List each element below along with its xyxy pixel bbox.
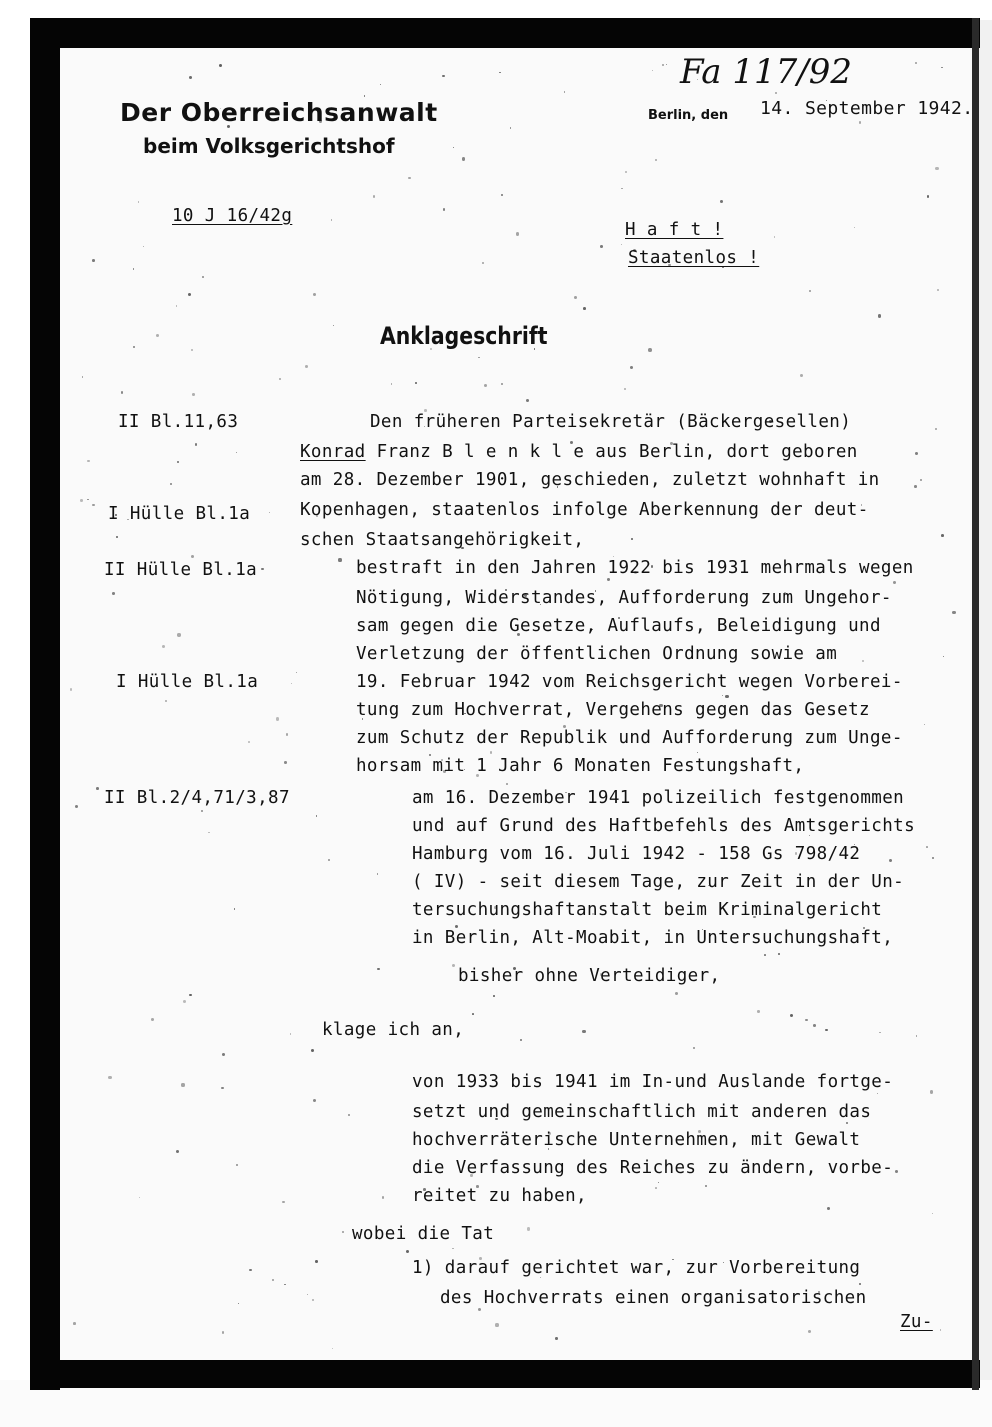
scan-speck xyxy=(813,1024,816,1027)
scan-speck xyxy=(202,276,204,278)
accusation-phrase: klage ich an, xyxy=(322,1020,465,1040)
photocopy-edge-top xyxy=(30,18,980,48)
scan-speck xyxy=(279,378,281,380)
scan-speck xyxy=(222,1331,224,1333)
record-line: sam gegen die Gesetze, Auflaufs, Beleidigung und xyxy=(356,616,881,636)
page-continuation: Zu- xyxy=(900,1312,933,1332)
scan-speck xyxy=(121,391,123,393)
document-date: 14. September 1942. xyxy=(760,98,974,119)
scan-speck xyxy=(809,290,811,292)
scan-speck xyxy=(827,1207,830,1210)
arrest-line: in Berlin, Alt-Moabit, in Untersuchungshaft, xyxy=(412,928,894,948)
whereby-phrase: wobei die Tat xyxy=(352,1224,495,1244)
scan-speck xyxy=(764,954,766,956)
margin-reference: II Bl.11,63 xyxy=(118,412,239,432)
scan-speck xyxy=(177,461,179,463)
charge-line: reitet zu haben, xyxy=(412,1186,587,1206)
scan-speck xyxy=(296,672,297,673)
scan-speck xyxy=(935,428,936,429)
handwritten-archive-reference: Fa 117/92 xyxy=(680,52,852,92)
scan-speck xyxy=(452,1248,453,1249)
file-number: 10 J 16/42g xyxy=(172,206,293,226)
scan-speck xyxy=(705,1185,707,1187)
status-stateless: Staatenlos ! xyxy=(628,248,760,268)
scan-speck xyxy=(825,1029,827,1031)
scan-speck xyxy=(338,558,341,561)
authority-court: beim Volksgerichtshof xyxy=(143,134,395,158)
record-line: bestraft in den Jahren 1922 bis 1931 mehrmals wegen xyxy=(356,558,914,578)
scan-speck xyxy=(219,64,222,67)
record-line: zum Schutz der Republik und Aufforderung zum Unge- xyxy=(356,728,903,748)
defender-status: bisher ohne Verteidiger, xyxy=(458,966,721,986)
scan-speck xyxy=(774,236,775,237)
defendant-name-line xyxy=(300,442,858,462)
scan-speck xyxy=(600,245,603,248)
margin-reference: I Hülle Bl.1a xyxy=(108,504,251,524)
scan-speck xyxy=(331,219,332,220)
scan-speck xyxy=(143,246,144,247)
scan-speck xyxy=(73,1322,76,1325)
scan-speck xyxy=(805,1019,807,1021)
scan-speck xyxy=(139,1197,140,1198)
arrest-line: Hamburg vom 16. Juli 1942 - 158 Gs 798/42 xyxy=(412,844,861,864)
scan-speck xyxy=(693,1047,695,1049)
authority-name: Der Oberreichsanwalt xyxy=(120,98,438,127)
scan-speck xyxy=(408,177,410,179)
defendant-name-rest: Franz B l e n k l e aus Berlin, dort geboren xyxy=(376,442,858,462)
scan-speck xyxy=(284,761,287,764)
scan-speck xyxy=(893,581,896,584)
scan-speck xyxy=(133,346,134,347)
scan-speck xyxy=(655,1187,657,1189)
charge-line: setzt und gemeinschaftlich mit anderen das xyxy=(412,1102,872,1122)
scan-speck xyxy=(290,1033,291,1034)
photocopy-edge-bottom xyxy=(30,1360,980,1388)
scan-speck xyxy=(879,1032,880,1033)
defendant-citizenship-line: schen Staatsangehörigkeit, xyxy=(300,530,585,550)
scan-speck xyxy=(75,805,78,808)
scan-speck xyxy=(924,724,925,725)
document-title: Anklageschrift xyxy=(380,322,548,350)
scan-speck xyxy=(555,1337,558,1340)
margin-reference: II Hülle Bl.1a xyxy=(104,560,258,580)
scan-speck xyxy=(930,1090,933,1093)
scan-speck xyxy=(170,483,171,484)
scan-speck xyxy=(916,1035,917,1036)
scan-speck xyxy=(914,485,917,488)
charge-line: hochverräterische Unternehmen, mit Gewalt xyxy=(412,1130,861,1150)
point-1-line: 1) darauf gerichtet war, zur Vorbereitung xyxy=(412,1258,861,1278)
scan-speck xyxy=(452,964,455,967)
scan-speck xyxy=(191,555,194,558)
scan-speck xyxy=(520,1039,523,1042)
scan-speck xyxy=(313,293,316,296)
defendant-residence-line: Kopenhagen, staatenlos infolge Aberkennung der deut- xyxy=(300,500,869,520)
scan-speck xyxy=(808,1330,811,1333)
scan-speck xyxy=(87,499,88,500)
scan-speck xyxy=(248,741,250,743)
photocopy-edge-right xyxy=(972,18,979,1390)
scan-speck xyxy=(112,592,115,595)
scan-speck xyxy=(315,1260,318,1263)
scan-speck xyxy=(607,578,610,581)
record-line: horsam mit 1 Jahr 6 Monaten Festungshaft, xyxy=(356,756,805,776)
scan-speck xyxy=(495,1323,498,1326)
scan-speck xyxy=(895,1170,898,1173)
scan-speck xyxy=(877,1093,878,1094)
scan-speck xyxy=(582,1030,585,1033)
scan-speck xyxy=(92,504,95,507)
scan-speck xyxy=(80,499,83,502)
arrest-line: am 16. Dezember 1941 polizeilich festgenommen xyxy=(412,788,905,808)
arrest-line: ( IV) - seit diesem Tage, zur Zeit in der Un- xyxy=(412,872,905,892)
status-custody: H a f t ! xyxy=(625,220,724,240)
defendant-first-name: Konrad xyxy=(300,442,366,462)
point-1-line: des Hochverrats einen organisatorischen xyxy=(440,1288,867,1308)
scan-speck xyxy=(181,1083,184,1086)
charge-line: von 1933 bis 1941 im In-und Auslande fortge- xyxy=(412,1072,894,1092)
arrest-line: und auf Grund des Haftbefehls des Amtsgerichts xyxy=(412,816,916,836)
scan-speck xyxy=(490,751,493,754)
scan-speck xyxy=(516,232,519,235)
margin-reference: II Bl.2/4,71/3,87 xyxy=(104,788,290,808)
scan-speck xyxy=(778,953,779,954)
scan-speck xyxy=(276,717,280,721)
scan-speck xyxy=(282,1201,284,1203)
scan-speck xyxy=(889,859,892,862)
charge-line: die Verfassung des Reiches zu ändern, vorbe- xyxy=(412,1158,894,1178)
arrest-line: tersuchungshaftanstalt beim Kriminalgericht xyxy=(412,900,883,920)
scan-speck xyxy=(133,268,134,269)
scan-speck xyxy=(941,67,942,68)
scan-speck xyxy=(757,1010,760,1013)
record-line: tung zum Hochverrat, Vergehens gegen das Gesetz xyxy=(356,700,870,720)
scan-speck xyxy=(377,968,379,970)
scan-speck xyxy=(927,195,929,197)
scan-speck xyxy=(926,846,928,848)
place-label: Berlin, den xyxy=(648,108,729,123)
photocopy-edge-left xyxy=(30,18,60,1390)
record-line: Nötigung, Widerstandes, Aufforderung zum Ungehor- xyxy=(356,588,892,608)
margin-reference: I Hülle Bl.1a xyxy=(116,672,259,692)
scan-speck xyxy=(941,534,944,537)
record-line: Verletzung der öffentlichen Ordnung sowie am xyxy=(356,644,838,664)
scan-speck xyxy=(156,334,159,337)
scan-speck xyxy=(291,683,292,684)
scan-speck xyxy=(932,857,934,859)
scan-speck xyxy=(453,147,454,148)
record-line: 19. Februar 1942 vom Reichsgericht wegen Vorberei- xyxy=(356,672,903,692)
scan-speck xyxy=(92,259,95,262)
scan-speck xyxy=(937,289,938,290)
scan-speck xyxy=(631,538,633,540)
defendant-description: Den früheren Parteisekretär (Bäckergesellen) xyxy=(370,412,852,432)
scan-speck xyxy=(506,783,507,784)
scan-speck xyxy=(935,167,938,170)
scan-speck xyxy=(862,660,864,662)
scan-speck xyxy=(162,645,165,648)
scan-border-top xyxy=(0,0,992,20)
scan-speck xyxy=(87,460,90,463)
scan-speck xyxy=(311,1049,314,1052)
scan-speck xyxy=(915,452,918,455)
scan-speck xyxy=(725,695,728,698)
scan-speck xyxy=(648,348,652,352)
scan-speck xyxy=(151,1018,154,1021)
scan-speck xyxy=(177,633,180,636)
defendant-birth-line: am 28. Dezember 1901, geschieden, zuletzt wohnhaft in xyxy=(300,470,880,490)
scan-speck xyxy=(583,307,586,310)
scan-speck xyxy=(472,1013,474,1015)
scan-speck xyxy=(208,832,209,833)
